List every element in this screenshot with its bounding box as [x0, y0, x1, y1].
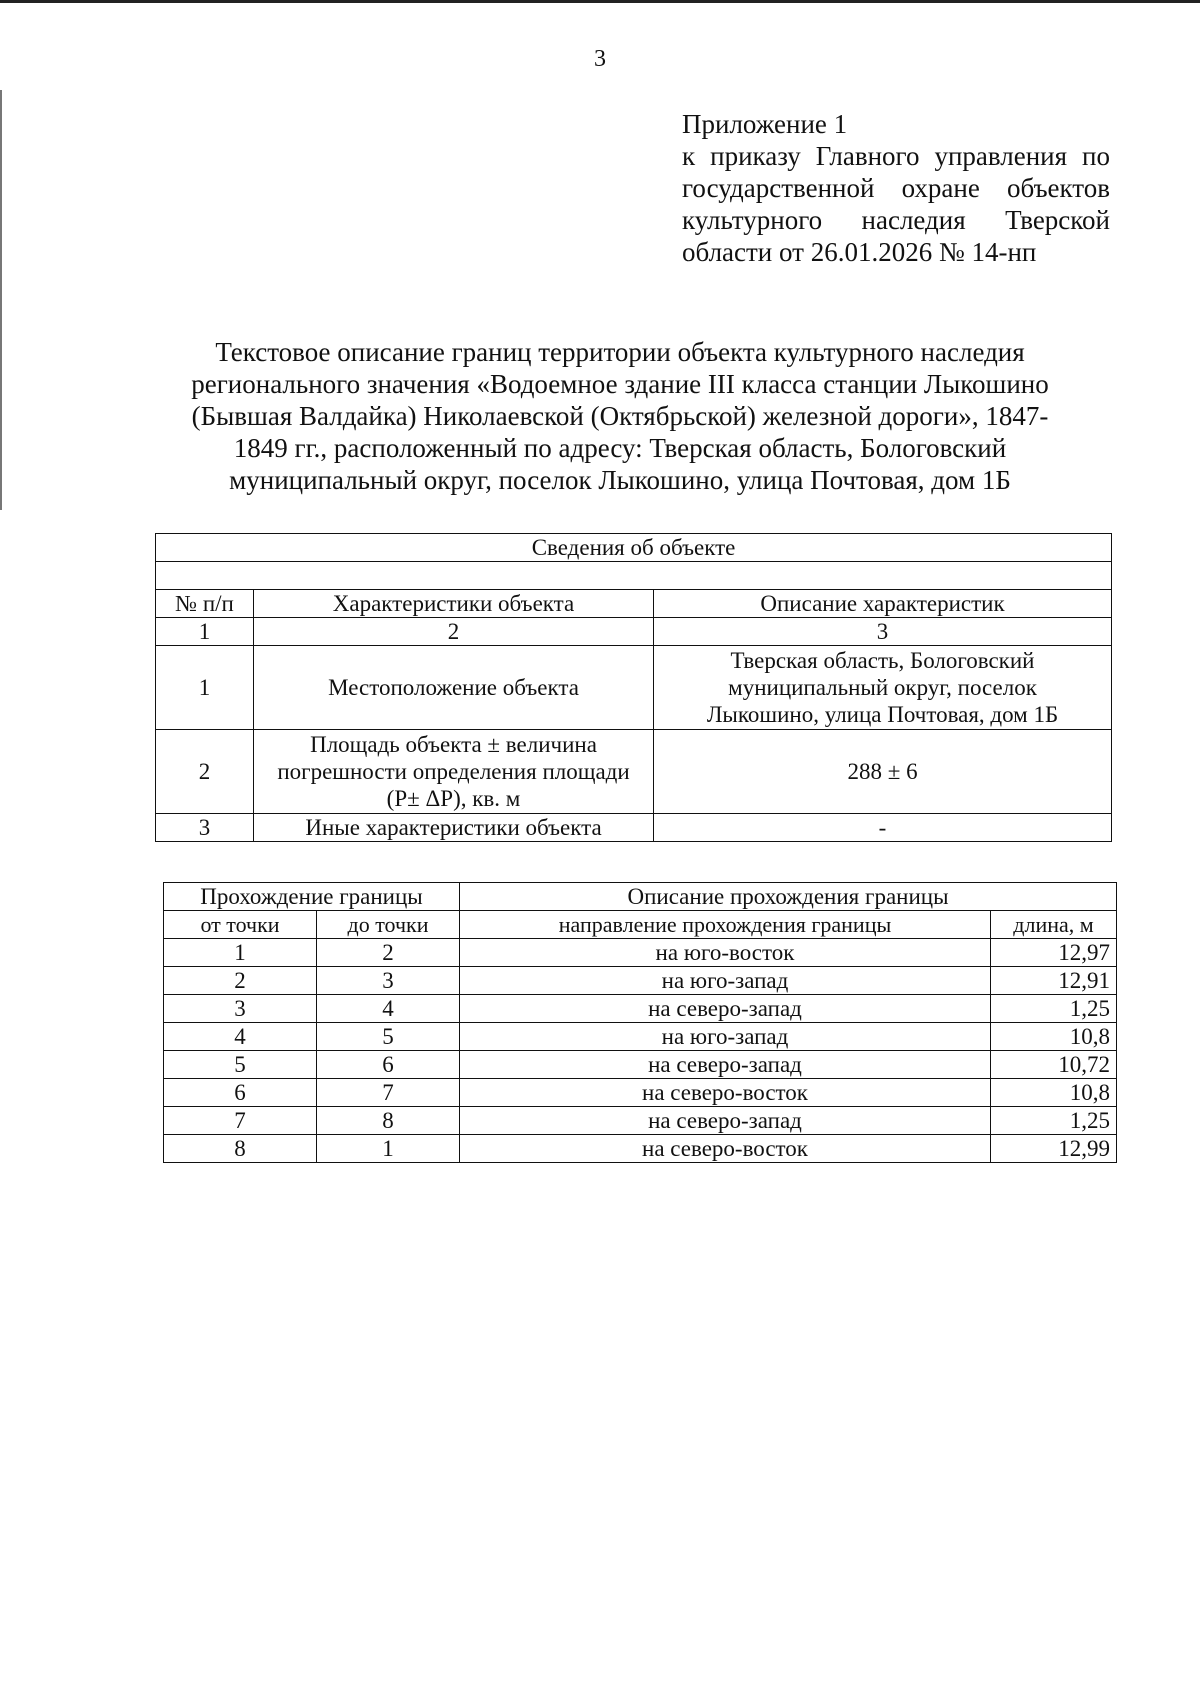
appendix-line: Приложение 1 [682, 109, 848, 139]
description-cell [654, 730, 1112, 814]
length: 10,72 [991, 1051, 1117, 1079]
from-point: 2 [164, 967, 317, 995]
table-row [164, 1051, 1117, 1079]
description-line: 288 ± 6 [847, 759, 918, 784]
group-header: Описание прохождения границы [460, 883, 1117, 911]
characteristic-cell [254, 646, 654, 730]
table-row [164, 995, 1117, 1023]
column-number: 2 [254, 618, 654, 646]
characteristic-line: погрешности определения площади [277, 759, 630, 784]
sub-header: длина, м [991, 911, 1117, 939]
from-point: 4 [164, 1023, 317, 1051]
to-point: 7 [317, 1079, 460, 1107]
from-point: 6 [164, 1079, 317, 1107]
from-point: 7 [164, 1107, 317, 1135]
description-cell [654, 814, 1112, 842]
to-point: 3 [317, 967, 460, 995]
characteristic-line: Иные характеристики объекта [305, 815, 602, 840]
direction: на северо-запад [460, 995, 991, 1023]
direction: на юго-запад [460, 1023, 991, 1051]
object-table-blank-row [156, 562, 1112, 590]
table-row [156, 814, 1112, 842]
scan-top-edge [0, 0, 1200, 3]
to-point: 8 [317, 1107, 460, 1135]
row-number: 3 [156, 814, 254, 842]
appendix-header [682, 108, 1110, 268]
characteristic-line: Местоположение объекта [328, 675, 579, 700]
direction: на северо-запад [460, 1107, 991, 1135]
title-line: (Бывшая Валдайка) Николаевской (Октябрьской) железной дороги», 1847- [191, 401, 1049, 431]
title-line: 1849 гг., расположенный по адресу: Тверская область, Бологовский [233, 433, 1007, 463]
to-point: 6 [317, 1051, 460, 1079]
title-line: Текстовое описание границ территории объекта культурного наследия [215, 337, 1025, 367]
description-line: муниципальный округ, поселок [728, 675, 1037, 700]
length: 10,8 [991, 1079, 1117, 1107]
characteristic-cell [254, 730, 654, 814]
from-point: 8 [164, 1135, 317, 1163]
length: 12,97 [991, 939, 1117, 967]
description-cell [654, 646, 1112, 730]
direction: на юго-восток [460, 939, 991, 967]
table-row [164, 1079, 1117, 1107]
appendix-line: культурного наследия Тверской [682, 205, 1110, 235]
length: 12,99 [991, 1135, 1117, 1163]
to-point: 2 [317, 939, 460, 967]
characteristic-line: (P± ΔP), кв. м [386, 786, 521, 811]
row-number: 2 [156, 730, 254, 814]
length: 1,25 [991, 995, 1117, 1023]
table-row [164, 1107, 1117, 1135]
characteristic-cell [254, 814, 654, 842]
description-line: Тверская область, Бологовский [730, 648, 1035, 673]
from-point: 1 [164, 939, 317, 967]
title-line: муниципальный округ, поселок Лыкошино, улица Почтовая, дом 1Б [229, 465, 1011, 495]
table-row [164, 939, 1117, 967]
object-table-caption: Сведения об объекте [156, 534, 1112, 562]
description-line: - [878, 815, 887, 840]
direction: на юго-запад [460, 967, 991, 995]
document-title [160, 336, 1080, 496]
page-number: 3 [594, 46, 606, 72]
appendix-line: государственной охране объектов [682, 173, 1110, 203]
column-number: 1 [156, 618, 254, 646]
column-number: 3 [654, 618, 1112, 646]
appendix-line: к приказу Главного управления по [682, 141, 1110, 171]
boundary-table [163, 882, 1117, 1163]
table-row [156, 646, 1112, 730]
from-point: 5 [164, 1051, 317, 1079]
sub-header: до точки [317, 911, 460, 939]
title-line: регионального значения «Водоемное здание III класса станции Лыкошино [191, 369, 1049, 399]
table-row [164, 1023, 1117, 1051]
direction: на северо-восток [460, 1079, 991, 1107]
to-point: 4 [317, 995, 460, 1023]
table-row [164, 1135, 1117, 1163]
appendix-line: области от 26.01.2026 № 14-нп [682, 237, 1037, 267]
sub-header: от точки [164, 911, 317, 939]
table-row [156, 730, 1112, 814]
length: 12,91 [991, 967, 1117, 995]
table-row [164, 967, 1117, 995]
group-header: Прохождение границы [164, 883, 460, 911]
row-number: 1 [156, 646, 254, 730]
sub-header: направление прохождения границы [460, 911, 991, 939]
length: 1,25 [991, 1107, 1117, 1135]
scan-left-edge [0, 90, 2, 510]
characteristic-line: Площадь объекта ± величина [310, 732, 597, 757]
description-line: Лыкошино, улица Почтовая, дом 1Б [706, 702, 1059, 727]
column-header: Характеристики объекта [254, 590, 654, 618]
length: 10,8 [991, 1023, 1117, 1051]
from-point: 3 [164, 995, 317, 1023]
direction: на северо-восток [460, 1135, 991, 1163]
column-header: Описание характеристик [654, 590, 1112, 618]
column-header: № п/п [156, 590, 254, 618]
to-point: 1 [317, 1135, 460, 1163]
to-point: 5 [317, 1023, 460, 1051]
direction: на северо-запад [460, 1051, 991, 1079]
object-info-table [155, 533, 1112, 842]
